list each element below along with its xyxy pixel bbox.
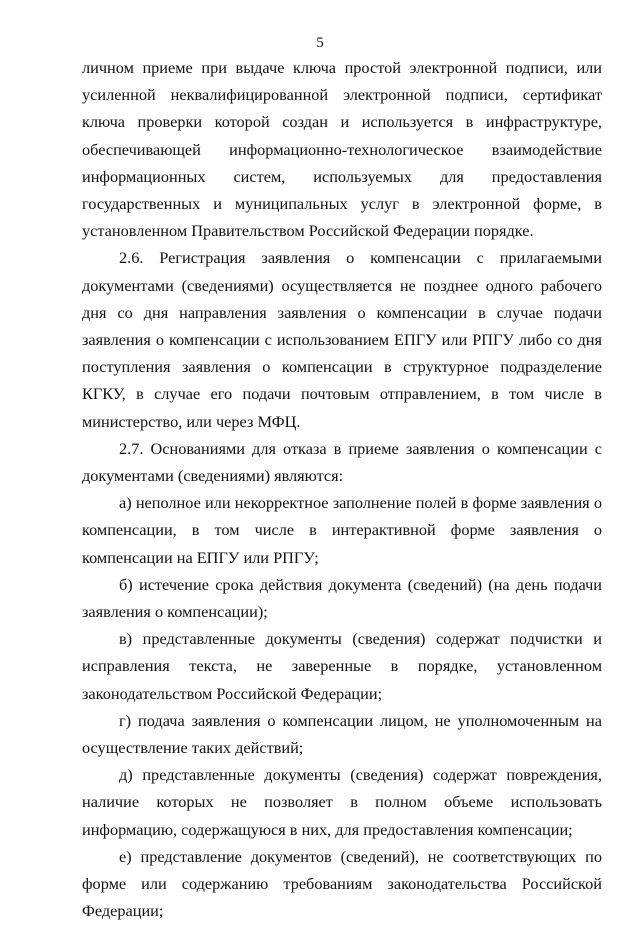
- paragraph-2-7: 2.7. Основаниями для отказа в приеме заявления о компенсации с документами (сведениями) являются:: [82, 438, 602, 486]
- paragraph-continuation: личном приеме при выдаче ключа простой электронной подписи, или усиленной неквалифицированной электронной подписи, сертификат ключа проверки которой создан и используется в инфраструктуре, обеспечивающей информационно-технологическое взаимодействие информационных систем, используемых для предоставления государственных и муниципальных услуг в электронной форме, в установленном Правительством Российской Федерации порядке.: [82, 58, 602, 241]
- list-item-d: д) представленные документы (сведения) содержат повреждения, наличие которых не позволяет в полном объеме использовать информацию, содержащуюся в них, для предоставления компенсации;: [82, 765, 602, 839]
- page-number: 5: [316, 35, 324, 51]
- document-body: [82, 54, 602, 925]
- list-item-e: е) представление документов (сведений), не соответствующих по форме или содержанию требованиям законодательства Российской Федерации;: [82, 846, 602, 921]
- list-item-a: а) неполное или некорректное заполнение полей в форме заявления о компенсации, в том числе в интерактивной форме заявления о компенсации на ЕПГУ или РПГУ;: [82, 493, 602, 567]
- list-item-g: г) подача заявления о компенсации лицом, не уполномоченным на осуществление таких действий;: [82, 710, 602, 758]
- paragraph-2-6: 2.6. Регистрация заявления о компенсации с прилагаемыми документами (сведениями) осуществляется не позднее одного рабочего дня со дня направления заявления о компенсации в случае подачи заявления о компенсации с использованием ЕПГУ или РПГУ либо со дня поступления заявления о компенсации в структурное подразделение КГКУ, в случае его подачи почтовым отправлением, в том числе в министерство, или через МФЦ.: [82, 248, 602, 431]
- list-item-v: в) представленные документы (сведения) содержат подчистки и исправления текста, не заверенные в порядке, установленном законодательством Российской Федерации;: [82, 629, 602, 703]
- list-item-b: б) истечение срока действия документа (сведений) (на день подачи заявления о компенсации);: [82, 574, 602, 622]
